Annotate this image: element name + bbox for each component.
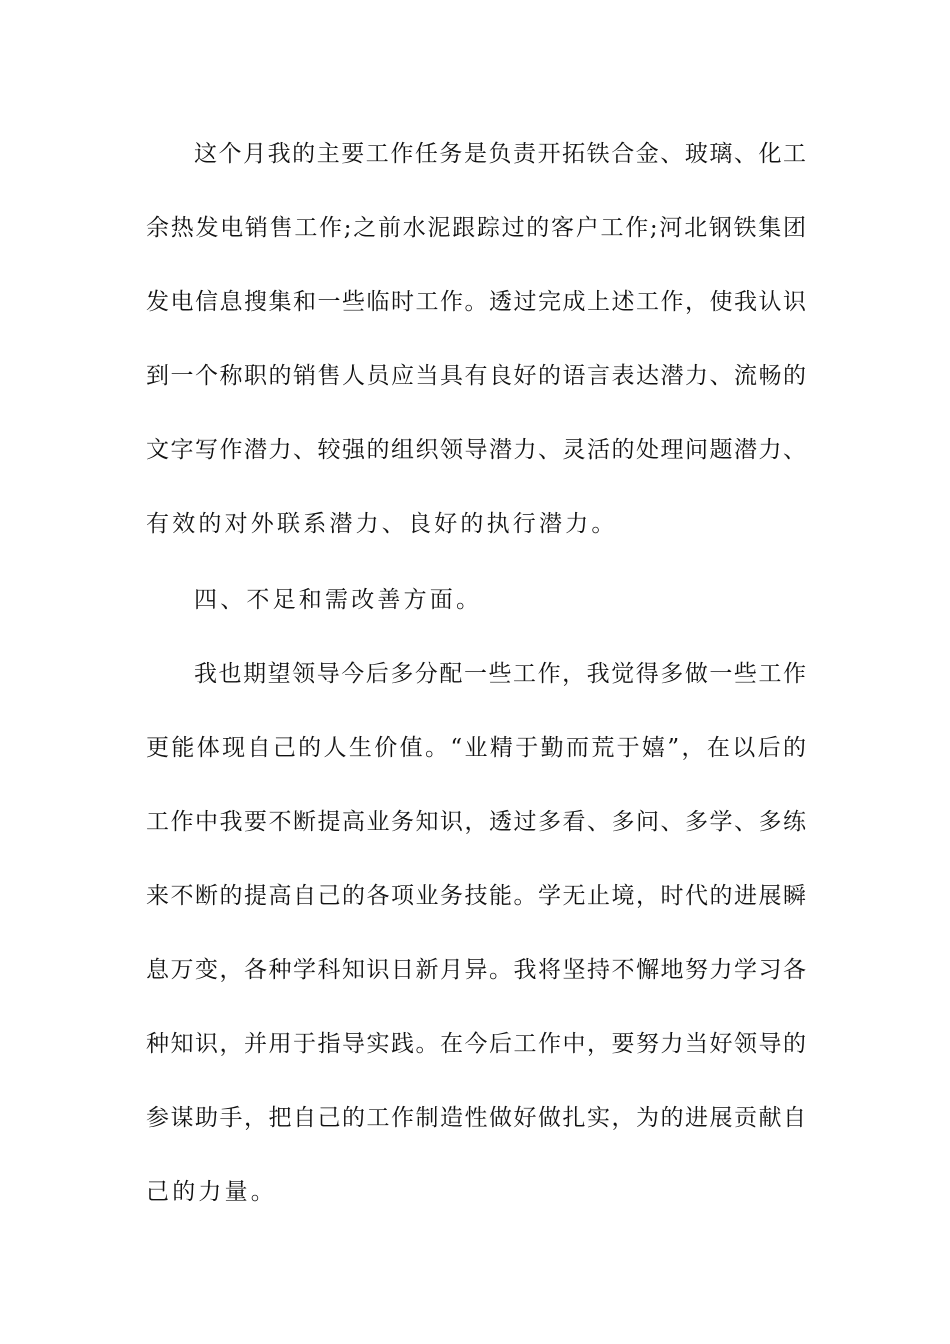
paragraph-1-line: 文字写作潜力、较强的组织领导潜力、灵活的处理问题潜力、 <box>146 437 806 463</box>
paragraph-2-line: 来不断的提高自己的各项业务技能。学无止境，时代的进展瞬 <box>146 883 806 909</box>
paragraph-2-line: 息万变，各种学科知识日新月异。我将坚持不懈地努力学习各 <box>146 957 806 983</box>
paragraph-1-line: 余热发电销售工作;之前水泥跟踪过的客户工作;河北钢铁集团 <box>146 215 806 241</box>
paragraph-2-line: 我也期望领导今后多分配一些工作，我觉得多做一些工作 <box>194 661 806 687</box>
paragraph-2-line: 工作中我要不断提高业务知识，透过多看、多问、多学、多练 <box>146 809 806 835</box>
paragraph-1-line: 发电信息搜集和一些临时工作。透过完成上述工作，使我认识 <box>146 289 806 315</box>
section-heading: 四、不足和需改善方面。 <box>194 587 483 613</box>
paragraph-1-line: 有效的对外联系潜力、良好的执行潜力。 <box>146 511 618 537</box>
paragraph-2-line: 己的力量。 <box>146 1179 277 1205</box>
paragraph-2-line: 更能体现自己的人生价值。“业精于勤而荒于嬉”，在以后的 <box>146 735 806 761</box>
paragraph-2-line: 种知识，并用于指导实践。在今后工作中，要努力当好领导的 <box>146 1031 806 1057</box>
paragraph-1-line: 到一个称职的销售人员应当具有良好的语言表达潜力、流畅的 <box>146 363 806 389</box>
paragraph-1-line: 这个月我的主要工作任务是负责开拓铁合金、玻璃、化工 <box>194 141 806 167</box>
paragraph-2-line: 参谋助手，把自己的工作制造性做好做扎实，为的进展贡献自 <box>146 1105 806 1131</box>
